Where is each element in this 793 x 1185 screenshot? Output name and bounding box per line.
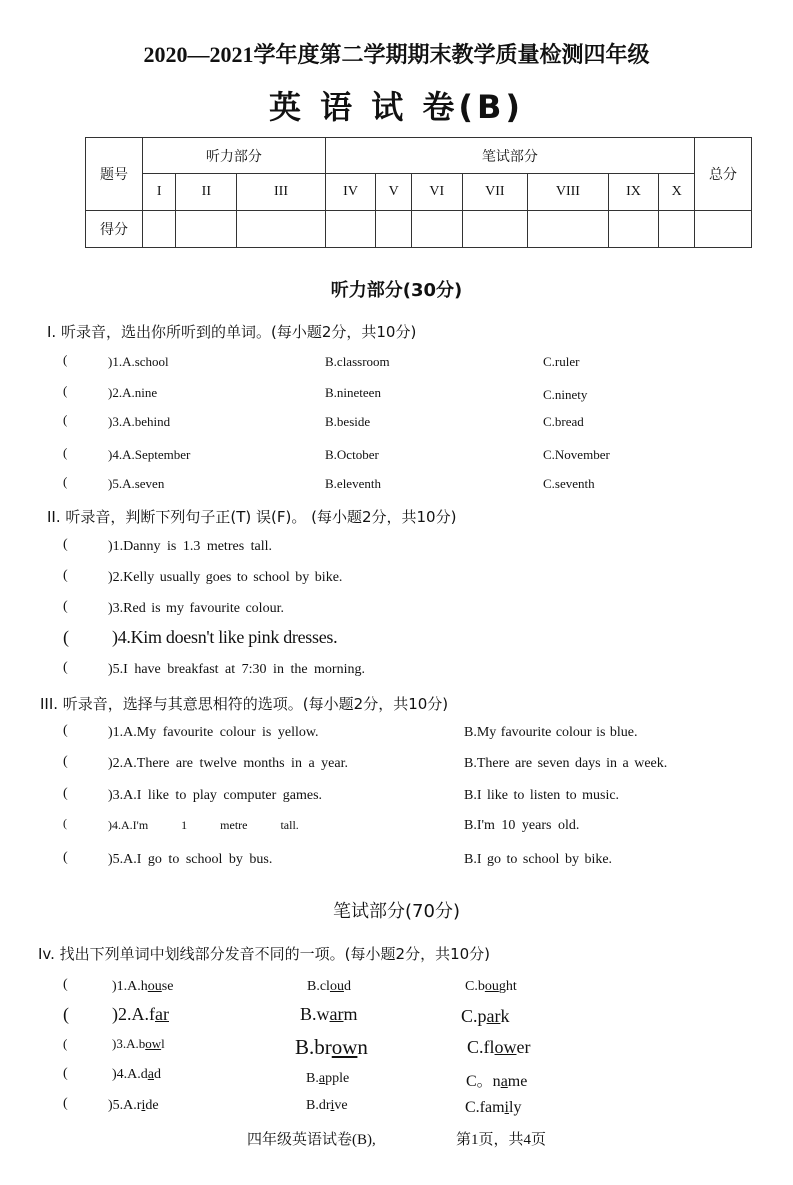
option-a: )4.A.September: [108, 447, 191, 462]
statement: )5.I have breakfast at 7:30 in the morning.: [108, 662, 365, 677]
listening-header: 听力部分: [143, 138, 326, 174]
footer-left: 四年级英语试卷(B),: [247, 1132, 376, 1148]
score-cell[interactable]: [376, 211, 412, 248]
writing-heading: 笔试部分(70分): [333, 901, 460, 922]
option-a: )2.A.far: [112, 1004, 169, 1024]
option-c: C.November: [543, 447, 610, 462]
option-a: )3.A.bowl: [112, 1036, 165, 1051]
score-cell[interactable]: [528, 211, 609, 248]
option-a: )5.A.ride: [108, 1098, 159, 1113]
paren: (: [63, 352, 68, 367]
writing-header: 笔试部分: [325, 138, 694, 174]
score-cell[interactable]: [237, 211, 325, 248]
option-a: )3.A.I like to play computer games.: [108, 788, 323, 803]
score-cell[interactable]: [176, 211, 237, 248]
option-b: B.classroom: [325, 354, 390, 369]
paren: (: [63, 660, 68, 675]
option-c: C.ruler: [543, 354, 580, 369]
score-table: [85, 137, 752, 248]
option-b: B.warm: [300, 1004, 358, 1024]
option-c: C.flower: [467, 1037, 531, 1057]
score-cell[interactable]: [462, 211, 528, 248]
row-label: 题号: [86, 138, 143, 211]
paren: (: [63, 383, 68, 398]
option-c: C。name: [466, 1073, 528, 1090]
option-b: B.I'm 10 years old.: [464, 818, 580, 833]
score-cell[interactable]: [412, 211, 463, 248]
option-b: B.nineteen: [325, 385, 381, 400]
score-cell[interactable]: [659, 211, 695, 248]
paren: (: [63, 568, 68, 583]
paren: (: [63, 786, 68, 801]
col-label: X: [659, 174, 695, 211]
paren: (: [63, 1036, 68, 1051]
col-label: VI: [412, 174, 463, 211]
option-a: )4.A.dad: [112, 1067, 161, 1082]
paren: (: [63, 537, 68, 552]
option-c: C.bread: [543, 414, 584, 429]
paren: (: [63, 816, 67, 830]
statement: )2.Kelly usually goes to school by bike.: [108, 570, 343, 585]
col-label: II: [176, 174, 237, 211]
option-a: )1.A.school: [108, 354, 169, 369]
score-cell[interactable]: [143, 211, 176, 248]
total-cell[interactable]: [695, 211, 752, 248]
paren: (: [63, 1066, 68, 1081]
option-a: )4.A.I'm 1 metre tall.: [108, 818, 299, 832]
paren: (: [63, 977, 68, 992]
paren: (: [63, 445, 68, 460]
paren: (: [63, 412, 68, 427]
col-label: V: [376, 174, 412, 211]
paren: (: [63, 723, 68, 738]
option-b: B.apple: [306, 1071, 350, 1086]
option-a: )2.A.There are twelve months in a year.: [108, 756, 348, 771]
section-1-heading: I. 听录音，选出你所听到的单词。(每小题2分，共10分): [47, 323, 417, 341]
option-b: B.drive: [306, 1098, 348, 1113]
paren: (: [63, 1096, 68, 1111]
paren: (: [63, 850, 68, 865]
paren: (: [63, 627, 69, 647]
paren: (: [63, 599, 68, 614]
col-label: III: [237, 174, 325, 211]
col-label: IV: [325, 174, 376, 211]
option-b: B.eleventh: [325, 476, 381, 491]
option-b: B.There are seven days in a week.: [464, 756, 668, 771]
option-b: B.beside: [325, 414, 371, 429]
listening-heading: 听力部分(30分): [330, 280, 463, 301]
option-b: B.cloud: [307, 979, 351, 994]
exam-subtitle: 英 语 试 卷(B): [268, 88, 525, 126]
option-a: )1.A.house: [112, 979, 174, 994]
total-header: 总分: [695, 138, 752, 211]
option-a: )2.A.nine: [108, 385, 158, 400]
option-b: B.October: [325, 447, 379, 462]
score-cell[interactable]: [325, 211, 376, 248]
section-2-heading: II. 听录音，判断下列句子正(T) 误(F)。 (每小题2分，共10分): [47, 508, 457, 526]
section-3-heading: III. 听录音，选择与其意思相符的选项。(每小题2分，共10分): [40, 695, 449, 713]
score-label: 得分: [86, 211, 143, 248]
paren: (: [63, 1004, 69, 1024]
option-b: B.I like to listen to music.: [464, 788, 620, 803]
score-cell[interactable]: [608, 211, 659, 248]
exam-title: 2020—2021学年度第二学期期末教学质量检测四年级: [143, 42, 650, 67]
paren: (: [63, 754, 68, 769]
option-c: C.family: [465, 1099, 522, 1116]
option-c: C.seventh: [543, 476, 595, 491]
paren: (: [63, 474, 68, 489]
option-a: )5.A.I go to school by bus.: [108, 852, 273, 867]
option-c: C.bought: [465, 979, 517, 994]
col-label: I: [143, 174, 176, 211]
option-b: B.I go to school by bike.: [464, 852, 613, 867]
option-b: B.My favourite colour is blue.: [464, 725, 638, 740]
option-b: B.brown: [295, 1035, 368, 1059]
col-label: VIII: [528, 174, 609, 211]
option-a: )5.A.seven: [108, 476, 165, 491]
option-a: )3.A.behind: [108, 414, 171, 429]
statement: )1.Danny is 1.3 metres tall.: [108, 539, 273, 554]
option-a: )1.A.My favourite colour is yellow.: [108, 725, 319, 740]
col-label: IX: [608, 174, 659, 211]
option-c: C.park: [461, 1006, 510, 1026]
statement: )3.Red is my favourite colour.: [108, 601, 284, 616]
option-c: C.ninety: [543, 387, 588, 402]
col-label: VII: [462, 174, 528, 211]
page-number: 第1页，共4页: [456, 1132, 547, 1148]
section-4-heading: Iv. 找出下列单词中划线部分发音不同的一项。(每小题2分，共10分): [38, 945, 491, 963]
statement: )4.Kim doesn't like pink dresses.: [112, 627, 338, 647]
